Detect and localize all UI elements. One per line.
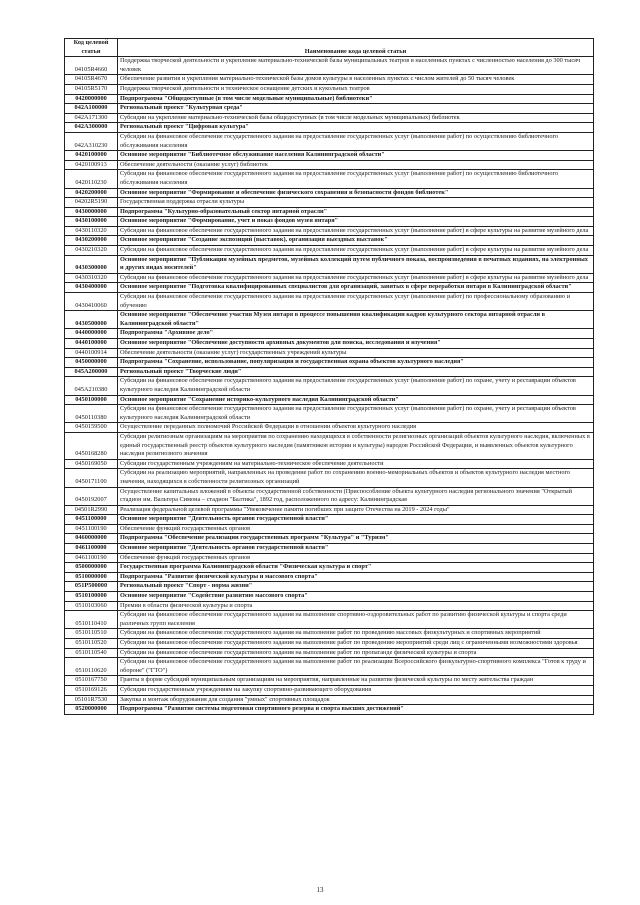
- row-name: Субсидии на финансовое обеспечение государственного задания на предоставление государственных услуг (выполнение работ) по охране, учету и реставрации объектов культурного наследия Калининградской области: [118, 377, 594, 395]
- table-row: [65, 534, 594, 544]
- row-code: 0440000000: [65, 329, 118, 339]
- row-name: Субсидии на укрепление материально-технической базы общедоступных (в том числе модельных муниципальных) библиотек: [118, 113, 594, 123]
- table-row: [65, 123, 594, 133]
- table-row: [65, 553, 594, 563]
- row-code: 0420110230: [65, 170, 118, 188]
- row-code: 042A171300: [65, 113, 118, 123]
- table-row: [65, 246, 594, 256]
- row-name: Закупка и монтаж оборудования для создания "умных" спортивных площадок: [118, 695, 594, 705]
- row-code: 042A100000: [65, 104, 118, 114]
- target-articles-table: [64, 38, 594, 715]
- row-code: 0460000000: [65, 534, 118, 544]
- row-name: Субсидии на финансовое обеспечение государственного задания на выполнение работ по пропаганде физической культуры и спорта: [118, 648, 594, 658]
- row-name: Субсидии на финансовое обеспечение государственного задания на выполнение спортивно-оздоровительных работ по развитию физической культуры и спорта среди различных групп населения: [118, 611, 594, 629]
- table-row: [65, 469, 594, 487]
- row-code: 0450159500: [65, 423, 118, 433]
- row-name: Подпрограмма "Культурно-образовательный сектор янтарной отрасли": [118, 207, 594, 217]
- table-row: [65, 648, 594, 658]
- row-code: 0420200000: [65, 188, 118, 198]
- table-row: [65, 685, 594, 695]
- row-name: Субсидии религиозным организациям на мероприятия по сохранению находящихся в собственности религиозных организаций объектов культурного наследия, включенных в единый государственный реестр объектов культурного наследия (памятников истории и культуры) народов Российской Федерации, и выявленных объектов культурного наследия религиозного значения: [118, 432, 594, 459]
- row-name: Обеспечение функций государственных органов: [118, 524, 594, 534]
- row-code: 0430300000: [65, 255, 118, 273]
- row-name: Субсидии на финансовое обеспечение государственного задания на выполнение работ по проведению мероприятий среди лиц с ограниченными возможностями здоровья: [118, 639, 594, 649]
- row-code: 0510167750: [65, 676, 118, 686]
- row-name: Субсидии на финансовое обеспечение государственного задания на предоставление государственных услуг (выполнение работ) в сфере культуры на развитие музейного дела: [118, 226, 594, 236]
- row-name: Основное мероприятие "Сохранение историко-культурного наследия Калининградской области": [118, 395, 594, 405]
- row-name: Основное мероприятие "Деятельность органов государственной власти": [118, 515, 594, 525]
- table-row: [65, 198, 594, 208]
- row-code: 05101R7530: [65, 695, 118, 705]
- row-code: 0420100000: [65, 151, 118, 161]
- table-row: [65, 329, 594, 339]
- row-name: Субсидии на финансовое обеспечение государственного задания на выполнение работ по реализации Всероссийского физкультурно-спортивного комплекса "Готов к труду и обороне" ("ГТО"): [118, 658, 594, 676]
- row-code: 0510110540: [65, 648, 118, 658]
- table-row: [65, 505, 594, 515]
- row-name: Подпрограмма "Общедоступные (в том числе модельные муниципальные) библиотеки": [118, 94, 594, 104]
- table-row: [65, 348, 594, 358]
- table-row: [65, 572, 594, 582]
- row-name: Государственная программа Калининградской области "Физическая культура и спорт": [118, 563, 594, 573]
- row-name: Субсидии на финансовое обеспечение государственного задания на предоставление государственных услуг (выполнение работ) по осуществлению библиотечного обслуживания населения: [118, 170, 594, 188]
- page-number: 13: [316, 886, 324, 894]
- row-name: Основное мероприятие "Содействие развитию массового спорта": [118, 592, 594, 602]
- row-code: 042A310230: [65, 132, 118, 150]
- row-code: 04105R4660: [65, 57, 118, 75]
- table-row: [65, 705, 594, 715]
- row-name: Основное мероприятие "Формирование и обеспечение физического сохранения и безопасности фондов библиотек": [118, 188, 594, 198]
- row-name: Основное мероприятие "Создание экспозиций (выставок), организация выездных выставок": [118, 236, 594, 246]
- table-row: [65, 611, 594, 629]
- row-name: Подпрограмма "Обеспечение реализации государственных программ "Культура" и "Туризм": [118, 534, 594, 544]
- table-row: [65, 236, 594, 246]
- table-row: [65, 658, 594, 676]
- table-row: [65, 544, 594, 554]
- row-name: Субсидии на финансовое обеспечение государственного задания на предоставление государственных услуг (выполнение работ) по осуществлению библиотечного обслуживания населения: [118, 132, 594, 150]
- table-row: [65, 515, 594, 525]
- table-header-row: [65, 39, 594, 57]
- row-code: 0510100000: [65, 592, 118, 602]
- row-code: 0510110510: [65, 629, 118, 639]
- row-code: 0430110320: [65, 226, 118, 236]
- table-row: [65, 75, 594, 85]
- row-code: 0510000000: [65, 572, 118, 582]
- table-row: [65, 217, 594, 227]
- row-code: 0450192007: [65, 487, 118, 505]
- row-name: Премии в области физической культуры и спорта: [118, 601, 594, 611]
- table-row: [65, 695, 594, 705]
- table-row: [65, 432, 594, 459]
- row-name: Реализация федеральной целевой программы "Увековечение памяти погибших при защите Отечества на 2019 - 2024 годы": [118, 505, 594, 515]
- row-code: 0450100000: [65, 395, 118, 405]
- row-name: Обеспечение развития и укрепления материально-технической базы домов культуры в населенных пунктах с числом жителей до 50 тысяч человек: [118, 75, 594, 85]
- row-name: Осуществление переданных полномочий Российской Федерации в отношении объектов культурного наследия: [118, 423, 594, 433]
- table-row: [65, 676, 594, 686]
- row-code: 04105R4670: [65, 75, 118, 85]
- row-name: Субсидии на финансовое обеспечение государственного задания на предоставление государственных услуг (выполнение работ) по охране, учету и реставрации объектов культурного наследия Калининградской области: [118, 405, 594, 423]
- row-code: 0430310320: [65, 273, 118, 283]
- row-code: 0510110520: [65, 639, 118, 649]
- table-row: [65, 113, 594, 123]
- row-code: 0430100000: [65, 217, 118, 227]
- row-name: Подпрограмма "Развитие физической культуры и массового спорта": [118, 572, 594, 582]
- row-name: Поддержка творческой деятельности и укрепление материально-технической базы муниципальных театров в населенных пунктах с численностью населения до 300 тысяч человек: [118, 57, 594, 75]
- row-name: Обеспечение функций государственных органов: [118, 553, 594, 563]
- row-name: Обеспечение деятельности (оказание услуг) государственных учреждений культуры: [118, 348, 594, 358]
- table-row: [65, 487, 594, 505]
- row-name: Основное мероприятие "Формирование, учет и показ фондов музея янтаря": [118, 217, 594, 227]
- row-code: 051P500000: [65, 582, 118, 592]
- table-row: [65, 629, 594, 639]
- table-row: [65, 601, 594, 611]
- row-code: 042A300000: [65, 123, 118, 133]
- table-row: [65, 151, 594, 161]
- name-column-header: Наименование кода целевой статьи: [118, 39, 594, 57]
- table-row: [65, 57, 594, 75]
- row-code: 0420100913: [65, 160, 118, 170]
- row-code: 0451100190: [65, 524, 118, 534]
- table-row: [65, 582, 594, 592]
- table-row: [65, 311, 594, 329]
- row-name: Основное мероприятие "Обеспечение доступности архивных документов для поиска, исследования и изучения": [118, 339, 594, 349]
- table-row: [65, 639, 594, 649]
- row-code: 0450171100: [65, 469, 118, 487]
- row-name: Региональный проект "Цифровая культура": [118, 123, 594, 133]
- row-code: 0430500000: [65, 311, 118, 329]
- row-name: Региональный проект "Культурная среда": [118, 104, 594, 114]
- table-row: [65, 367, 594, 377]
- row-name: Субсидии на финансовое обеспечение государственного задания на предоставление государственных услуг (выполнение работ) в сфере культуры на развитие музейного дела: [118, 273, 594, 283]
- row-name: Субсидии на реализацию мероприятий, направленных на проведение работ по сохранению военно-мемориальных объектов и объектов культурного наследия местного значения, находящихся в собственности религиозных организаций: [118, 469, 594, 487]
- table-row: [65, 293, 594, 311]
- row-name: Осуществление капитальных вложений в объекты государственной собственности (Приспособление объекта культурного наследия регионального значения "Открытый стадион им. Вальтера Симона – стадион "Балтика", 1892 год, расположенного по адресу: Калининградская: [118, 487, 594, 505]
- table-row: [65, 358, 594, 368]
- row-name: Подпрограмма "Развитие системы подготовки спортивного резерва и спорта высших достижений": [118, 705, 594, 715]
- row-code: 04501R2990: [65, 505, 118, 515]
- row-name: Поддержка творческой деятельности и техническое оснащение детских и кукольных театров: [118, 84, 594, 94]
- table-row: [65, 395, 594, 405]
- table-row: [65, 226, 594, 236]
- row-name: Региональный проект "Спорт - норма жизни": [118, 582, 594, 592]
- table-row: [65, 207, 594, 217]
- row-code: 0500000000: [65, 563, 118, 573]
- row-name: Субсидии на финансовое обеспечение государственного задания на предоставление государственных услуг (выполнение работ) в сфере культуры на развитие музейного дела: [118, 246, 594, 256]
- row-code: 0461100000: [65, 544, 118, 554]
- table-row: [65, 84, 594, 94]
- row-code: 04105R5170: [65, 84, 118, 94]
- row-code: 04202R5190: [65, 198, 118, 208]
- row-code: 0430200000: [65, 236, 118, 246]
- row-code: 0430410060: [65, 293, 118, 311]
- row-code: 0420000000: [65, 94, 118, 104]
- row-name: Субсидии государственным учреждениям на материально-техническое обеспечение деятельности: [118, 459, 594, 469]
- row-code: 0440100914: [65, 348, 118, 358]
- row-code: 0520000000: [65, 705, 118, 715]
- table-row: [65, 104, 594, 114]
- table-row: [65, 524, 594, 534]
- row-name: Государственная поддержка отрасли культуры: [118, 198, 594, 208]
- table-row: [65, 188, 594, 198]
- table-row: [65, 132, 594, 150]
- code-column-header: Код целевой статьи: [65, 39, 118, 57]
- row-name: Основное мероприятие "Обеспечение участия Музея янтаря в процессе повышения квалификации кадров культурного сектора янтарной отрасли в Калининградской области": [118, 311, 594, 329]
- table-row: [65, 459, 594, 469]
- table-row: [65, 160, 594, 170]
- row-code: 0430210320: [65, 246, 118, 256]
- row-code: 0450169050: [65, 459, 118, 469]
- row-code: 0430000000: [65, 207, 118, 217]
- table-row: [65, 405, 594, 423]
- table-row: [65, 283, 594, 293]
- row-name: Субсидии на финансовое обеспечение государственного задания на выполнение работ по проведению массовых физкультурных и спортивных мероприятий: [118, 629, 594, 639]
- table-row: [65, 170, 594, 188]
- row-name: Подпрограмма "Сохранение, использование, популяризация и государственная охрана объектов культурного наследия": [118, 358, 594, 368]
- table-row: [65, 94, 594, 104]
- row-code: 0510110410: [65, 611, 118, 629]
- table-row: [65, 563, 594, 573]
- row-code: 0450168280: [65, 432, 118, 459]
- table-body: [65, 57, 594, 715]
- row-code: 0461100190: [65, 553, 118, 563]
- row-code: 0450110380: [65, 405, 118, 423]
- row-name: Основное мероприятие "Библиотечное обслуживание населения Калининградской области": [118, 151, 594, 161]
- row-name: Основное мероприятие "Подготовка квалифицированных специалистов для организаций, занятых в сфере переработки янтаря в Калининградской области": [118, 283, 594, 293]
- table-row: [65, 273, 594, 283]
- row-code: 0510110620: [65, 658, 118, 676]
- row-code: 0440100000: [65, 339, 118, 349]
- row-code: 045A200000: [65, 367, 118, 377]
- table-row: [65, 255, 594, 273]
- row-name: Гранты в форме субсидий муниципальным организациям на мероприятия, направленные на развитие физической культуры по месту жительства граждан: [118, 676, 594, 686]
- table-row: [65, 592, 594, 602]
- table-row: [65, 377, 594, 395]
- row-code: 0451100000: [65, 515, 118, 525]
- row-code: 0450000000: [65, 358, 118, 368]
- row-code: 0430400000: [65, 283, 118, 293]
- table-row: [65, 339, 594, 349]
- row-code: 0510169126: [65, 685, 118, 695]
- row-code: 045A210380: [65, 377, 118, 395]
- table-row: [65, 423, 594, 433]
- row-name: Субсидии государственным учреждениям на закупку спортивно-развивающего оборудования: [118, 685, 594, 695]
- row-code: 0510103060: [65, 601, 118, 611]
- row-name: Обеспечение деятельности (оказание услуг) библиотек: [118, 160, 594, 170]
- row-name: Основное мероприятие "Публикация музейных предметов, музейных коллекций путем публичного показа, воспроизведения в печатных изданиях, на электронных и других видах носителей": [118, 255, 594, 273]
- row-name: Основное мероприятие "Деятельность органов государственной власти": [118, 544, 594, 554]
- row-name: Региональный проект "Творческие люди": [118, 367, 594, 377]
- row-name: Субсидии на финансовое обеспечение государственного задания на предоставление государственных услуг (выполнение работ) по профессиональному образованию и обучению: [118, 293, 594, 311]
- row-name: Подпрограмма "Архивное дело": [118, 329, 594, 339]
